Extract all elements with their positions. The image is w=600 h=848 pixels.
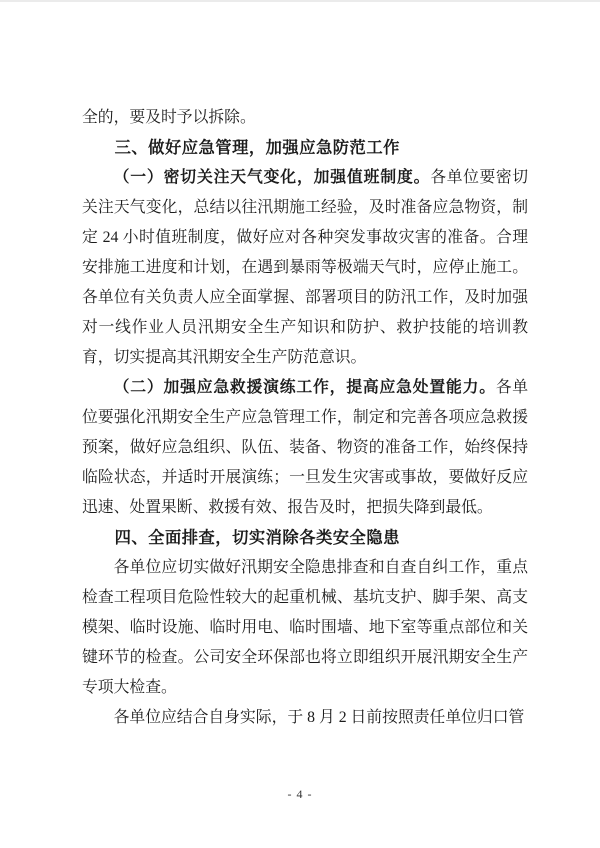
page-number: - 4 - — [287, 787, 313, 801]
paragraph: 各单位应切实做好汛期安全隐患排查和自查自纠工作，重点检查工程项目危险性较大的起重机械、基坑支护、脚手架、高支模架、临时设施、临时用电、临时围墙、地下室等重点部位和关键环节的检查。公司安全环保部也将立即组织开展汛期安全生产专项大检查。 — [82, 559, 528, 696]
section-heading: 三、做好应急管理，加强应急防范工作 — [114, 139, 400, 157]
paragraph-bold-lead: （二）加强应急救援演练工作，提高应急处置能力。 — [113, 379, 496, 396]
paragraph: 各单位应结合自身实际，于 8 月 2 日前按照责任单位归口管 — [113, 709, 525, 726]
scan-edge-artifact — [0, 0, 600, 2]
paragraph-bold-lead: （一）密切关注天气变化，加强值班制度。 — [113, 169, 431, 186]
paragraph: 全的，要及时予以拆除。 — [82, 109, 256, 126]
paragraph: （二）加强应急救援演练工作，提高应急处置能力。各单位要强化汛期安全生产应急管理工作，制定和完善各项应急救援预案，做好应急组织、队伍、装备、物资的准备工作，始终保持临险状态，并适时开展演练；一旦发生灾害或事故，要做好反应迅速、处置果断、救援有效、报告及时，把损失降到最低。 — [82, 379, 528, 516]
section-heading: 四、全面排查，切实消除各类安全隐患 — [114, 529, 400, 547]
document-body — [82, 103, 528, 733]
paragraph: （一）密切关注天气变化，加强值班制度。各单位要密切关注天气变化，总结以往汛期施工经验，及时准备应急物资，制定 24 小时值班制度，做好应对各种突发事故灾害的准备。合理安排施工进度和计划，在遇到暴雨等极端天气时，应停止施工。各单位有关负责人应全面掌握、部署项目的防汛工作，及时加强对一线作业人员汛期安全生产知识和防护、救护技能的培训教育，切实提高其汛期安全生产防范意识。 — [82, 169, 528, 366]
